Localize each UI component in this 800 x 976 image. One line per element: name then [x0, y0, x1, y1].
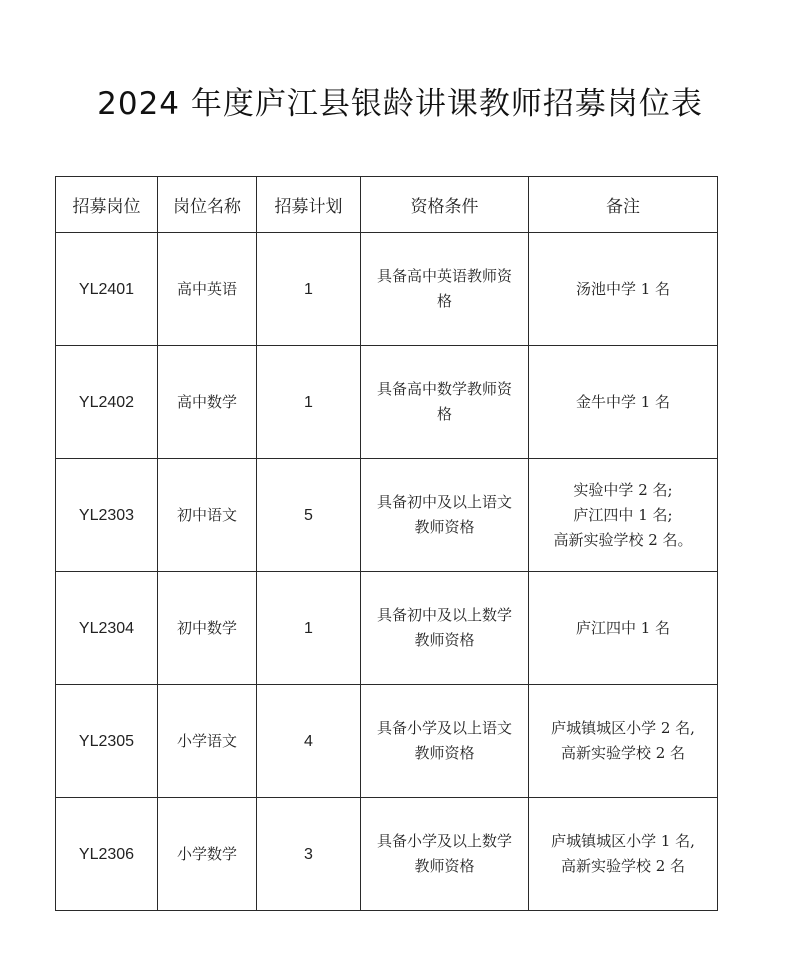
remarks-line: 庐江四中 1 名 — [575, 618, 671, 637]
table-row — [56, 346, 718, 459]
header-remarks: 备注 — [529, 177, 718, 233]
position-name-cell: 初中数学 — [158, 572, 257, 685]
remarks-cell — [529, 685, 718, 798]
table-row — [56, 572, 718, 685]
qualification-cell: 具备高中英语教师资格 — [361, 233, 529, 346]
remarks-line: 高新实验学校 2 名。 — [553, 530, 693, 549]
table-row — [56, 459, 718, 572]
qualification-cell: 具备高中数学教师资格 — [361, 346, 529, 459]
recruit-plan-cell: 1 — [257, 346, 361, 459]
table-row — [56, 233, 718, 346]
recruit-plan-cell: 1 — [257, 572, 361, 685]
remarks-cell — [529, 346, 718, 459]
recruit-plan-cell: 4 — [257, 685, 361, 798]
qualification-cell: 具备初中及以上数学教师资格 — [361, 572, 529, 685]
table-header-row — [56, 177, 718, 233]
qualification-cell: 具备小学及以上数学教师资格 — [361, 798, 529, 911]
position-name-cell: 高中英语 — [158, 233, 257, 346]
remarks-line: 庐江四中 1 名; — [573, 505, 673, 524]
remarks-cell — [529, 572, 718, 685]
position-code-cell: YL2306 — [56, 798, 158, 911]
recruitment-table — [55, 176, 718, 911]
position-code-cell: YL2304 — [56, 572, 158, 685]
remarks-cell — [529, 798, 718, 911]
remarks-line: 庐城镇城区小学 1 名, — [551, 832, 695, 850]
remarks-line: 实验中学 2 名; — [573, 480, 673, 499]
header-qualification: 资格条件 — [361, 177, 529, 233]
qualification-cell: 具备小学及以上语文教师资格 — [361, 685, 529, 798]
position-name-cell: 高中数学 — [158, 346, 257, 459]
remarks-line: 金牛中学 1 名 — [575, 392, 671, 411]
qualification-cell: 具备初中及以上语文教师资格 — [361, 459, 529, 572]
table-row — [56, 685, 718, 798]
position-code-cell: YL2402 — [56, 346, 158, 459]
position-name-cell: 初中语文 — [158, 459, 257, 572]
remarks-line: 汤池中学 1 名 — [575, 279, 671, 298]
table-row — [56, 798, 718, 911]
recruit-plan-cell: 3 — [257, 798, 361, 911]
header-position-code: 招募岗位 — [56, 177, 158, 233]
remarks-line: 高新实验学校 2 名 — [560, 857, 686, 875]
position-code-cell: YL2305 — [56, 685, 158, 798]
remarks-line: 高新实验学校 2 名 — [560, 744, 686, 762]
recruit-plan-cell: 5 — [257, 459, 361, 572]
position-code-cell: YL2401 — [56, 233, 158, 346]
header-position-name: 岗位名称 — [158, 177, 257, 233]
remarks-cell — [529, 233, 718, 346]
remarks-line: 庐城镇城区小学 2 名, — [551, 719, 695, 737]
remarks-cell — [529, 459, 718, 572]
header-recruit-plan: 招募计划 — [257, 177, 361, 233]
position-name-cell: 小学数学 — [158, 798, 257, 911]
page-title: 2024 年度庐江县银龄讲课教师招募岗位表 — [97, 86, 703, 122]
position-code-cell: YL2303 — [56, 459, 158, 572]
recruit-plan-cell: 1 — [257, 233, 361, 346]
position-name-cell: 小学语文 — [158, 685, 257, 798]
